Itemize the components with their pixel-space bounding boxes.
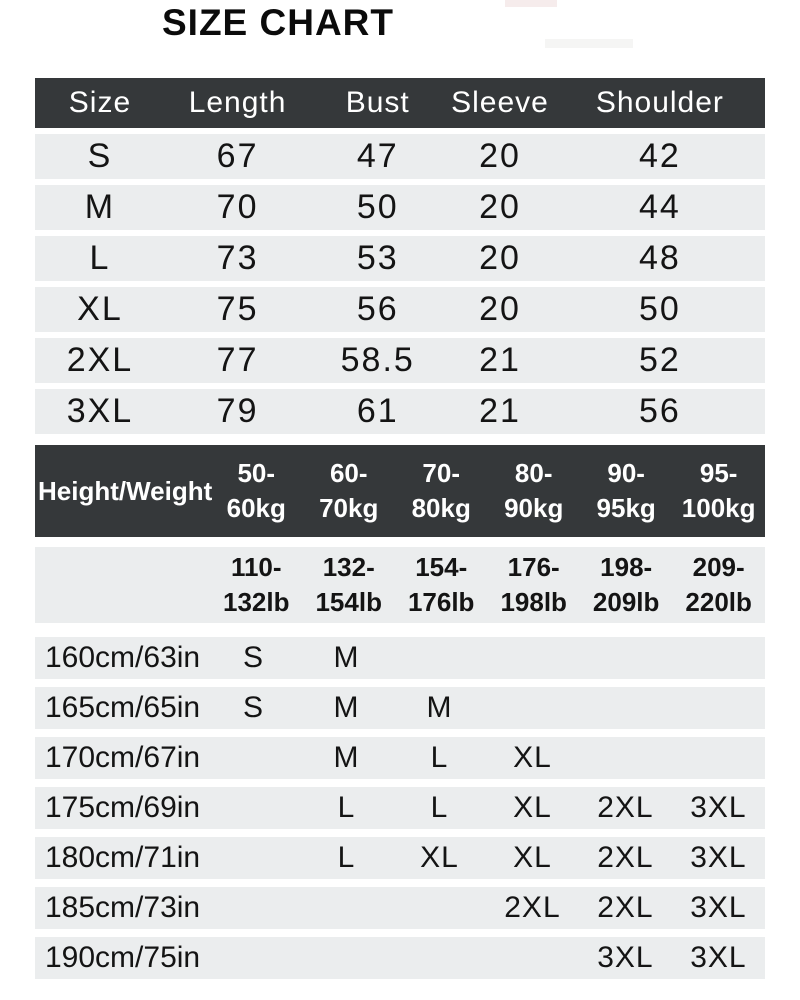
weight-lb-cell: [395, 547, 487, 623]
size-table-cell: 20: [479, 290, 521, 328]
height-row: [35, 937, 765, 979]
size-table-row: [35, 389, 765, 434]
weight-lb-cell-line: 220lb: [685, 587, 752, 617]
recommended-size-cell: L: [337, 841, 356, 874]
recommended-size-cell: L: [430, 791, 449, 824]
recommended-size-cell: [207, 891, 300, 925]
weight-lb-cell-line: 176-: [507, 551, 560, 582]
recommended-size-cell: [672, 641, 765, 675]
size-table-cell: 58.5: [340, 341, 415, 379]
recommended-size-cell: [486, 941, 579, 975]
weight-lb-cell-line: 198lb: [500, 587, 567, 617]
size-table-cell: S: [87, 137, 113, 175]
recommended-size-cell: 2XL: [597, 791, 654, 824]
weight-lb-cell: [672, 547, 764, 623]
recommended-size-cell: [393, 941, 486, 975]
scan-artifact: [545, 39, 633, 48]
recommended-size-cell: L: [337, 791, 356, 824]
weight-kg-cell-line: 80kg: [411, 493, 471, 523]
recommended-size-cell: 2XL: [504, 891, 561, 924]
size-table-cell: 20: [479, 188, 521, 226]
size-table-cell: L: [89, 239, 111, 277]
weight-lb-cell: [210, 547, 302, 623]
size-table-cell: 73: [216, 239, 259, 277]
height-row: [35, 737, 765, 779]
weight-kg-cell-line: 70-: [422, 457, 460, 488]
recommended-size-cell: [300, 941, 393, 975]
recommended-size-cell: S: [242, 691, 264, 724]
recommended-size-cell: [207, 841, 300, 875]
weight-lb-cell-line: 198-: [600, 551, 653, 582]
recommended-size-cell: L: [430, 741, 449, 774]
weight-lb-cell-line: 154lb: [315, 587, 382, 617]
size-table-row: [35, 287, 765, 332]
size-table-cell: 44: [638, 188, 681, 226]
height-size-cells: [207, 791, 765, 825]
recommended-size-cell: 3XL: [690, 791, 747, 824]
weight-kg-cell-line: 50-: [237, 457, 276, 488]
size-table-cell: 77: [216, 341, 259, 379]
recommended-size-cell: XL: [513, 741, 552, 774]
size-table-cell: 3XL: [66, 392, 134, 430]
size-table-cell: 50: [356, 188, 399, 226]
height-size-cells: [207, 691, 765, 725]
size-table-column-header: Sleeve: [451, 86, 549, 119]
weight-kg-cell-line: 95kg: [596, 493, 656, 523]
size-table-cell: 53: [356, 239, 399, 277]
weight-lb-cell-line: 110-: [230, 551, 282, 582]
size-table-cell: 42: [638, 137, 681, 175]
height-label: 160cm/63in: [45, 641, 201, 674]
recommended-size-cell: [486, 641, 579, 675]
recommended-size-cell: [579, 741, 672, 775]
size-table-cell: 79: [216, 392, 259, 430]
size-table-cell: 47: [356, 137, 399, 175]
weight-kg-cell-line: 95-: [699, 457, 738, 488]
recommended-size-cell: S: [242, 641, 264, 674]
size-table-cell: 2XL: [66, 341, 134, 379]
size-table-column-header: Length: [188, 86, 287, 119]
height-size-cells: [207, 891, 765, 925]
recommended-size-cell: 3XL: [690, 941, 747, 974]
weight-lb-cell: [580, 547, 672, 623]
height-weight-label: Height/Weight: [38, 475, 213, 506]
height-size-cells: [207, 941, 765, 975]
size-table-column-header: Bust: [345, 86, 410, 119]
recommended-size-cell: 2XL: [597, 891, 654, 924]
size-table-cell: 67: [216, 137, 259, 175]
recommended-size-cell: [207, 791, 300, 825]
size-table-row: [35, 185, 765, 230]
weight-lb-cell-line: 209lb: [592, 587, 660, 617]
recommended-size-cell: [300, 891, 393, 925]
size-table-cell: 48: [638, 239, 681, 277]
recommended-size-cell: M: [333, 741, 360, 774]
recommended-size-cell: [579, 641, 672, 675]
weight-kg-cell-line: 60kg: [226, 493, 286, 523]
size-table-column-header: Size: [68, 86, 132, 119]
size-table-cell: 56: [356, 290, 399, 328]
weight-kg-cell: [210, 445, 302, 537]
recommended-size-cell: [393, 641, 486, 675]
height-size-cells: [207, 741, 765, 775]
weight-kg-cell-line: 60-: [329, 457, 368, 488]
size-measurements-table: [35, 78, 765, 434]
height-label: 175cm/69in: [45, 791, 201, 824]
weight-lb-cell-line: 132lb: [222, 587, 290, 617]
size-table-cell: 52: [638, 341, 681, 379]
height-size-rows: [35, 637, 765, 987]
weight-kg-cell: [580, 445, 672, 537]
height-weight-header-bar: [35, 445, 765, 537]
weight-lb-cell: [302, 547, 394, 623]
height-label: 190cm/75in: [45, 941, 201, 974]
weight-lb-cell: [487, 547, 579, 623]
weight-kg-cell: [302, 445, 394, 537]
weight-kg-cell: [672, 445, 764, 537]
size-table-cell: 50: [638, 290, 681, 328]
height-label: 165cm/65in: [45, 691, 201, 724]
size-table-cell: 21: [479, 392, 521, 430]
recommended-size-cell: [393, 891, 486, 925]
weight-lb-cell-line: 132-: [322, 551, 375, 582]
size-table-row: [35, 236, 765, 281]
recommended-size-cell: [207, 941, 300, 975]
size-table-cell: 20: [479, 239, 521, 277]
size-table-body: [35, 134, 765, 434]
height-label: 170cm/67in: [45, 741, 201, 774]
weight-kg-cell-line: 90-: [607, 457, 645, 488]
recommended-size-cell: 3XL: [690, 891, 747, 924]
size-table-header-row: [35, 78, 765, 128]
recommended-size-cell: 3XL: [690, 841, 747, 874]
recommended-size-cell: [486, 691, 579, 725]
weight-kg-cell: [487, 445, 579, 537]
recommended-size-cell: 3XL: [597, 941, 654, 974]
scan-artifact: [505, 0, 557, 7]
size-table-cell: 61: [356, 392, 399, 430]
height-label: 185cm/73in: [45, 891, 201, 924]
weight-kg-cell-line: 90kg: [504, 493, 564, 523]
recommended-size-cell: [672, 691, 765, 725]
recommended-size-cell: 2XL: [597, 841, 654, 874]
weight-kg-cell: [395, 445, 487, 537]
recommended-size-cell: M: [333, 641, 360, 674]
size-table-column-header: Shoulder: [595, 86, 724, 119]
weight-lb-cell-line: 154-: [415, 551, 468, 582]
height-size-cells: [207, 641, 765, 675]
height-row: [35, 837, 765, 879]
weight-kg-cell-line: 100kg: [681, 493, 756, 523]
recommended-size-cell: M: [333, 691, 360, 724]
height-size-cells: [207, 841, 765, 875]
height-row: [35, 787, 765, 829]
weight-lb-cell-line: 209-: [692, 551, 745, 582]
recommended-size-cell: XL: [420, 841, 459, 874]
size-table-cell: 21: [479, 341, 521, 379]
weight-kg-columns: [210, 445, 765, 537]
size-table-cell: XL: [77, 290, 123, 328]
weight-kg-cell-line: 70kg: [319, 493, 379, 523]
weight-lb-cell-line: 176lb: [407, 587, 475, 617]
height-label: 180cm/71in: [45, 841, 201, 874]
recommended-size-cell: [579, 691, 672, 725]
weight-kg-cell-line: 80-: [514, 457, 553, 488]
recommended-size-cell: XL: [513, 791, 552, 824]
size-table-cell: 75: [216, 290, 259, 328]
page-title: SIZE CHART: [162, 2, 394, 43]
recommended-size-cell: M: [426, 691, 453, 724]
weight-lb-row: [35, 547, 765, 623]
height-row: [35, 637, 765, 679]
recommended-size-cell: [672, 741, 765, 775]
recommended-size-cell: [207, 741, 300, 775]
size-table-cell: M: [84, 188, 116, 226]
height-row: [35, 887, 765, 929]
size-table-row: [35, 134, 765, 179]
size-table-cell: 56: [638, 392, 681, 430]
weight-lb-columns: [210, 547, 765, 623]
height-row: [35, 687, 765, 729]
size-table-cell: 70: [216, 188, 259, 226]
recommended-size-cell: XL: [513, 841, 552, 874]
size-table-cell: 20: [479, 137, 521, 175]
size-table-row: [35, 338, 765, 383]
